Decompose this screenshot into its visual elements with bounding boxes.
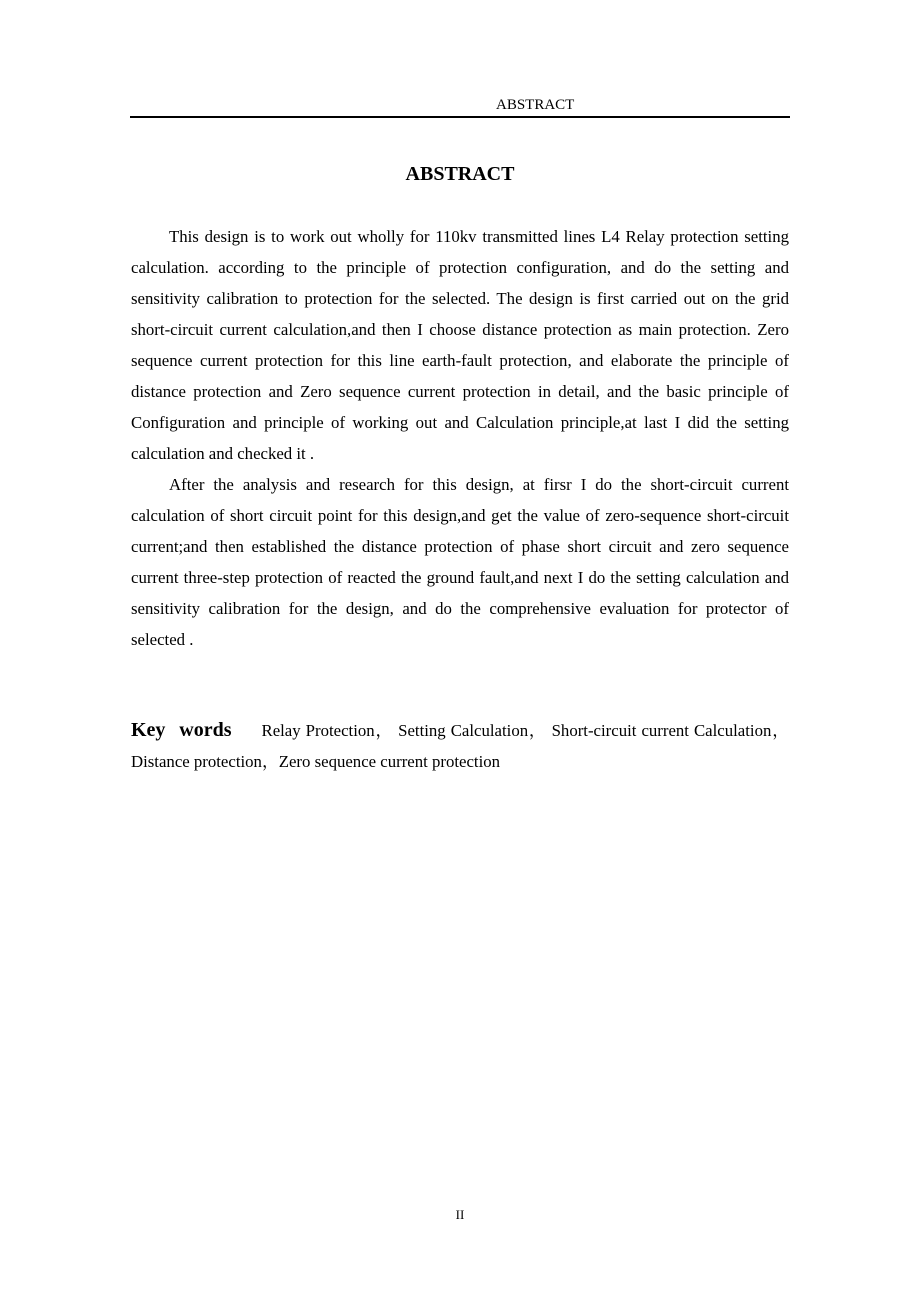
abstract-paragraph-1: This design is to work out wholly for 110kv transmitted lines L4 Relay protection setting calculation. according to the principle of protection configuration, and do the setting and sensitivity calibration to protection for the selected. The design is first carried out on the grid short-circuit current calculation,and then I choose distance protection as main protection. Zero sequence current protection for this line earth-fault protection, and elaborate the principle of distance protection and Zero sequence current protection in detail, and the basic principle of Configuration and principle of working out and Calculation principle,at last I did the setting calculation and checked it .: [131, 227, 789, 463]
abstract-body: [131, 221, 789, 655]
running-header-title: ABSTRACT: [496, 97, 575, 113]
running-header: [130, 96, 790, 118]
keywords-label: Key words: [131, 719, 232, 741]
abstract-paragraph-2: After the analysis and research for this design, at firsr I do the short-circuit current calculation of short circuit point for this design,and get the value of zero-sequence short-circuit current;and then established the distance protection of phase short circuit and zero sequence current three-step protection of reacted the ground fault,and next I do the setting calculation and sensitivity calibration for the design, and do the comprehensive evaluation for protector of selected .: [131, 475, 789, 649]
page-number: II: [455, 1207, 465, 1222]
page-title: ABSTRACT: [405, 163, 515, 185]
keywords-text: Relay Protection， Setting Calculation， Short-circuit current Calculation， Distance protection，Zero sequence current protection: [131, 721, 789, 771]
keywords-section: [131, 715, 789, 777]
